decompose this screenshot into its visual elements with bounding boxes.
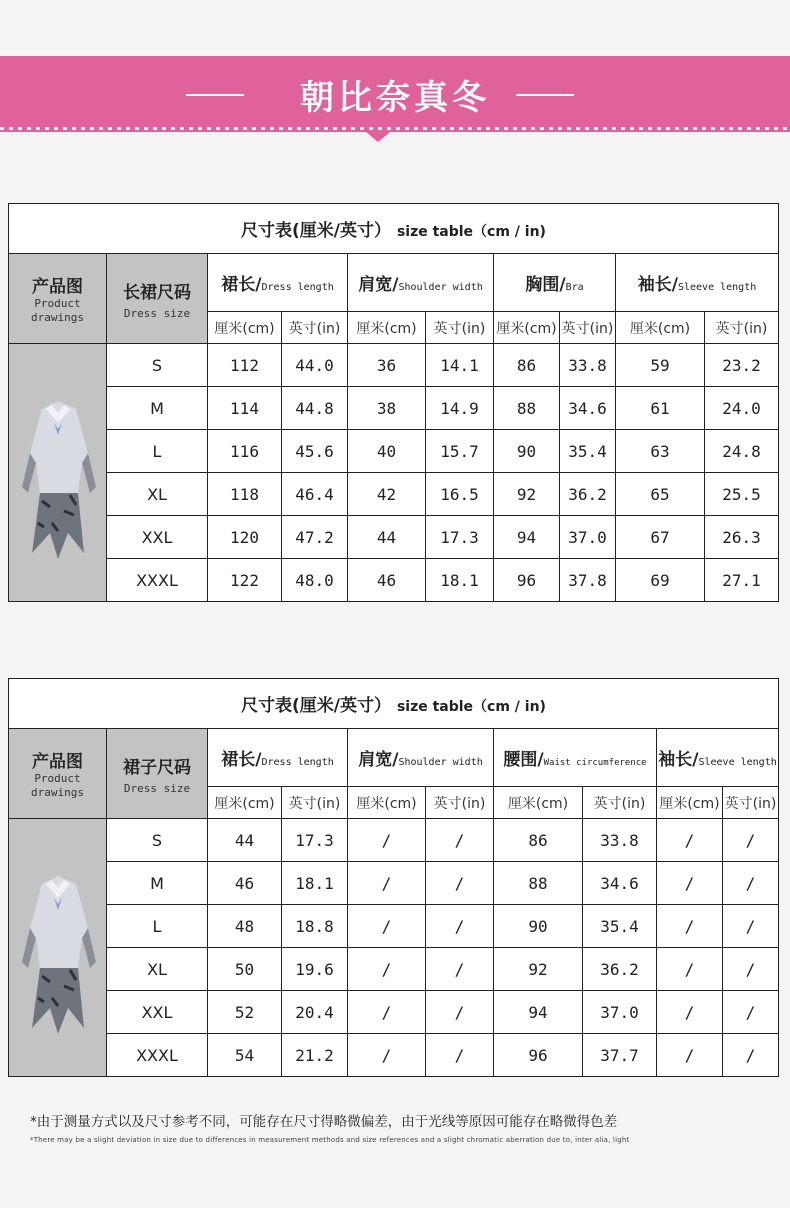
measurement-cell: 96: [494, 1034, 583, 1077]
measurement-cell: 63: [616, 430, 705, 473]
header-group-waist: [494, 729, 657, 787]
measurement-cell: 19.6: [282, 948, 348, 991]
unit-cm: 厘米(cm): [208, 787, 282, 819]
unit-cm: 厘米(cm): [657, 787, 723, 819]
measurement-cell: /: [657, 991, 723, 1034]
measurement-cell: 122: [208, 559, 282, 602]
table-row: [9, 1034, 779, 1077]
measurement-cell: /: [657, 905, 723, 948]
measurement-cell: 17.3: [282, 819, 348, 862]
measurement-cell: 47.2: [282, 516, 348, 559]
measurement-cell: /: [348, 862, 426, 905]
size-label: XXL: [107, 516, 208, 559]
measurement-cell: 48: [208, 905, 282, 948]
size-label: XL: [107, 473, 208, 516]
measurement-cell: 50: [208, 948, 282, 991]
measurement-cell: /: [657, 1034, 723, 1077]
header-group-sleeve: [616, 254, 779, 312]
measurement-cell: 35.4: [583, 905, 657, 948]
group-zh: 袖长/: [658, 750, 699, 770]
measurement-cell: 52: [208, 991, 282, 1034]
unit-in: 英寸(in): [560, 312, 616, 344]
header-label: 裙子尺码: [123, 757, 191, 778]
size-label: L: [107, 905, 208, 948]
size-label: XXXL: [107, 1034, 208, 1077]
measurement-cell: /: [723, 905, 779, 948]
measurement-cell: 25.5: [705, 473, 779, 516]
group-zh: 袖长/: [637, 275, 678, 295]
measurement-cell: /: [348, 905, 426, 948]
group-en: Shoulder width: [398, 757, 483, 768]
measurement-cell: 118: [208, 473, 282, 516]
measurement-cell: 20.4: [282, 991, 348, 1034]
table-row: [9, 559, 779, 602]
unit-cm: 厘米(cm): [494, 312, 560, 344]
measurement-cell: 116: [208, 430, 282, 473]
unit-in: 英寸(in): [426, 312, 494, 344]
table-row: [9, 991, 779, 1034]
measurement-cell: 40: [348, 430, 426, 473]
measurement-cell: 112: [208, 344, 282, 387]
measurement-cell: /: [348, 819, 426, 862]
measurement-cell: 18.1: [426, 559, 494, 602]
measurement-cell: 36.2: [583, 948, 657, 991]
measurement-cell: 27.1: [705, 559, 779, 602]
table-caption: [9, 204, 779, 254]
measurement-cell: 18.8: [282, 905, 348, 948]
measurement-cell: 21.2: [282, 1034, 348, 1077]
caption-zh: 尺寸表(厘米/英寸）: [241, 696, 392, 716]
size-label: L: [107, 430, 208, 473]
header-group-sleeve: [657, 729, 779, 787]
measurement-cell: 59: [616, 344, 705, 387]
measurement-cell: /: [426, 948, 494, 991]
measurement-cell: 86: [494, 819, 583, 862]
product-image-cell: [9, 344, 107, 602]
measurement-cell: 88: [494, 387, 560, 430]
product-image-cell: [9, 819, 107, 1077]
header-label-en: Dress size: [123, 781, 191, 795]
measurement-cell: 44: [348, 516, 426, 559]
measurement-cell: 46: [208, 862, 282, 905]
measurement-cell: 33.8: [560, 344, 616, 387]
table-row: [9, 473, 779, 516]
measurement-cell: 88: [494, 862, 583, 905]
measurement-cell: /: [723, 1034, 779, 1077]
header-group-shoulder: [348, 254, 494, 312]
disclaimer-en: *There may be a slight deviation in size due to differences in measurement methods and size references and a slight chromatic aberration due to, inter alia, light: [30, 1136, 630, 1144]
size-label: M: [107, 862, 208, 905]
measurement-cell: 34.6: [560, 387, 616, 430]
measurement-cell: 38: [348, 387, 426, 430]
group-zh: 肩宽/: [358, 750, 399, 770]
table-row: [9, 387, 779, 430]
measurement-cell: 61: [616, 387, 705, 430]
measurement-cell: 92: [494, 948, 583, 991]
measurement-cell: 17.3: [426, 516, 494, 559]
header-group-bust: [494, 254, 616, 312]
measurement-cell: 26.3: [705, 516, 779, 559]
group-zh: 胸围/: [525, 275, 566, 295]
table-row: [9, 905, 779, 948]
header-size: [107, 254, 208, 344]
measurement-cell: /: [723, 948, 779, 991]
title-banner: [0, 56, 790, 132]
header-product-image: [9, 254, 107, 344]
measurement-cell: 96: [494, 559, 560, 602]
table-row: [9, 344, 779, 387]
size-label: XL: [107, 948, 208, 991]
group-en: Bra: [565, 282, 584, 293]
group-en: Dress length: [261, 757, 334, 768]
header-label-en: Product drawings: [31, 772, 84, 799]
measurement-cell: 37.8: [560, 559, 616, 602]
group-en: Sleeve length: [677, 282, 757, 293]
header-size: [107, 729, 208, 819]
group-en: Waist circumference: [543, 758, 647, 768]
measurement-cell: 92: [494, 473, 560, 516]
disclaimer-zh: *由于测量方式以及尺寸参考不同，可能存在尺寸得略微偏差，由于光线等原因可能存在略微得色差: [30, 1114, 618, 1130]
size-label: XXXL: [107, 559, 208, 602]
dress-product-image: [12, 858, 104, 1038]
measurement-cell: 90: [494, 905, 583, 948]
measurement-cell: 18.1: [282, 862, 348, 905]
banner-title: 朝比奈真冬: [300, 78, 490, 118]
header-group-length: [208, 729, 348, 787]
measurement-cell: /: [348, 1034, 426, 1077]
unit-cm: 厘米(cm): [494, 787, 583, 819]
measurement-cell: /: [426, 1034, 494, 1077]
measurement-cell: 36.2: [560, 473, 616, 516]
measurement-cell: 23.2: [705, 344, 779, 387]
measurement-cell: 42: [348, 473, 426, 516]
measurement-cell: 35.4: [560, 430, 616, 473]
table-row: [9, 819, 779, 862]
measurement-cell: 46.4: [282, 473, 348, 516]
header-label: 产品图: [32, 752, 83, 772]
group-en: Dress length: [261, 282, 334, 293]
measurement-cell: 33.8: [583, 819, 657, 862]
size-table-dress: [8, 203, 779, 602]
measurement-cell: 14.1: [426, 344, 494, 387]
measurement-cell: /: [657, 862, 723, 905]
measurement-cell: 16.5: [426, 473, 494, 516]
measurement-cell: /: [426, 819, 494, 862]
unit-in: 英寸(in): [705, 312, 779, 344]
measurement-cell: 90: [494, 430, 560, 473]
size-label: S: [107, 344, 208, 387]
measurement-cell: 45.6: [282, 430, 348, 473]
banner-dashed-border: [0, 127, 790, 130]
unit-in: 英寸(in): [282, 312, 348, 344]
group-en: Sleeve length: [698, 757, 777, 768]
measurement-cell: 14.9: [426, 387, 494, 430]
measurement-cell: 44.0: [282, 344, 348, 387]
size-label: XXL: [107, 991, 208, 1034]
unit-in: 英寸(in): [723, 787, 779, 819]
dress-product-image: [12, 383, 104, 563]
caption-zh: 尺寸表(厘米/英寸）: [241, 221, 392, 241]
measurement-cell: /: [426, 905, 494, 948]
unit-in: 英寸(in): [426, 787, 494, 819]
measurement-cell: 36: [348, 344, 426, 387]
measurement-cell: 120: [208, 516, 282, 559]
header-product-image: [9, 729, 107, 819]
measurement-cell: 44: [208, 819, 282, 862]
measurement-cell: /: [657, 948, 723, 991]
group-zh: 腰围/: [503, 750, 544, 770]
size-table-skirt: [8, 678, 779, 1077]
banner-right-line: [516, 94, 574, 96]
unit-in: 英寸(in): [583, 787, 657, 819]
measurement-cell: 44.8: [282, 387, 348, 430]
size-label: M: [107, 387, 208, 430]
unit-cm: 厘米(cm): [208, 312, 282, 344]
measurement-cell: 24.8: [705, 430, 779, 473]
measurement-cell: 37.0: [583, 991, 657, 1034]
table-row: [9, 948, 779, 991]
group-zh: 裙长/: [221, 750, 262, 770]
header-group-shoulder: [348, 729, 494, 787]
measurement-cell: 114: [208, 387, 282, 430]
measurement-cell: 94: [494, 516, 560, 559]
header-label-en: Dress size: [123, 306, 191, 320]
measurement-cell: /: [657, 819, 723, 862]
measurement-cell: 34.6: [583, 862, 657, 905]
header-label-en: Product drawings: [31, 297, 84, 324]
unit-cm: 厘米(cm): [348, 312, 426, 344]
measurement-cell: 24.0: [705, 387, 779, 430]
unit-cm: 厘米(cm): [348, 787, 426, 819]
table-row: [9, 862, 779, 905]
measurement-cell: 54: [208, 1034, 282, 1077]
measurement-cell: /: [723, 991, 779, 1034]
table-caption: [9, 679, 779, 729]
measurement-cell: /: [723, 819, 779, 862]
size-label: S: [107, 819, 208, 862]
measurement-cell: /: [348, 948, 426, 991]
group-zh: 裙长/: [221, 275, 262, 295]
measurement-cell: /: [426, 862, 494, 905]
caption-en: size table（cm / in): [396, 699, 546, 715]
measurement-cell: /: [723, 862, 779, 905]
table-row: [9, 430, 779, 473]
group-zh: 肩宽/: [358, 275, 399, 295]
measurement-cell: 86: [494, 344, 560, 387]
banner-notch: [366, 132, 390, 142]
measurement-cell: 37.0: [560, 516, 616, 559]
measurement-cell: 69: [616, 559, 705, 602]
group-en: Shoulder width: [398, 282, 483, 293]
measurement-cell: /: [348, 991, 426, 1034]
measurement-cell: 15.7: [426, 430, 494, 473]
table-row: [9, 516, 779, 559]
measurement-cell: 48.0: [282, 559, 348, 602]
measurement-cell: 46: [348, 559, 426, 602]
measurement-cell: /: [426, 991, 494, 1034]
measurement-cell: 37.7: [583, 1034, 657, 1077]
unit-cm: 厘米(cm): [616, 312, 705, 344]
caption-en: size table（cm / in): [396, 224, 546, 240]
header-group-length: [208, 254, 348, 312]
unit-in: 英寸(in): [282, 787, 348, 819]
header-label: 长裙尺码: [123, 282, 191, 303]
measurement-cell: 65: [616, 473, 705, 516]
measurement-cell: 94: [494, 991, 583, 1034]
measurement-cell: 67: [616, 516, 705, 559]
header-label: 产品图: [32, 277, 83, 297]
